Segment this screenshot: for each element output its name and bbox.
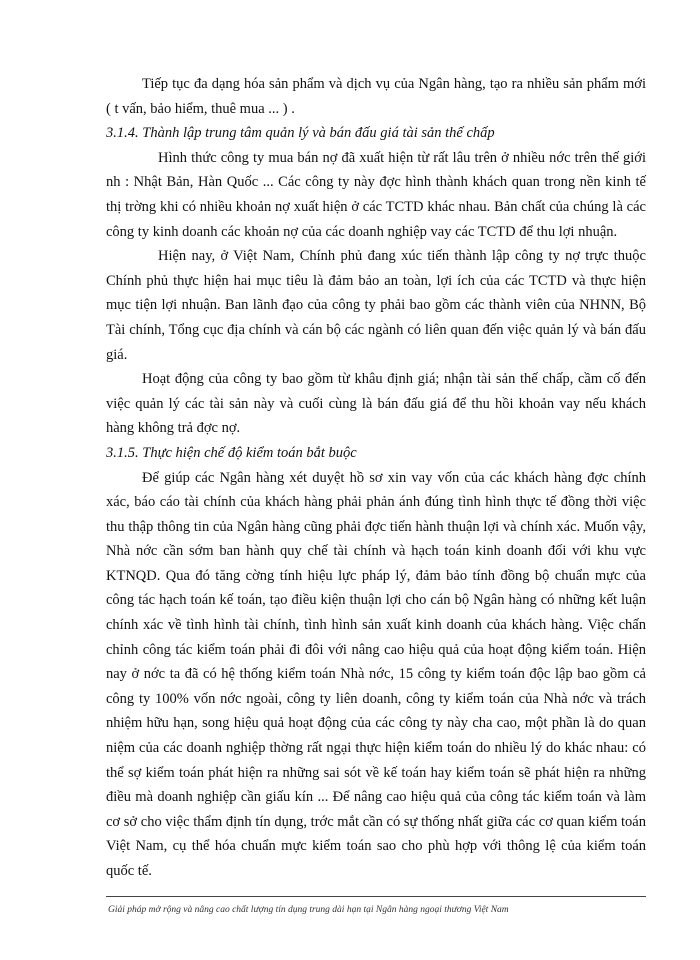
para-vietnam-debt-company: Hiện nay, ở Việt Nam, Chính phủ đang xúc tiến thành lập công ty nợ trực thuộc Chính phủ thực hiện hai mục tiêu là đảm bảo an toàn, lợi ích của các TCTD và thực hiện mục tiện lợi nhuận. Ban lãnh đạo của công ty phải bao gồm các thành viên của NHNN, Bộ Tài chính, Tổng cục địa chính và cán bộ các ngành có liên quan đến việc quản lý và bán đấu giá. xyxy=(106,248,646,363)
footer-divider xyxy=(106,896,646,897)
document-body xyxy=(106,72,646,884)
para-mandatory-audit: Để giúp các Ngân hàng xét duyệt hồ sơ xin vay vốn của các khách hàng đợc chính xác, báo cáo tài chính của khách hàng phải phản ánh đúng tình hình thực tế đồng thời việc thu thập thông tin của Ngân hàng cũng phải đợc tiến hành thuận lợi và chính xác. Muốn vậy, Nhà nớc cần sớm ban hành quy chế tài chính và hạch toán kinh doanh đối với khu vực KTNQD. Qua đó tăng cờng tính hiệu lực pháp lý, đảm bảo tính đồng bộ chuẩn mực của công tác hạch toán kế toán, tạo điều kiện thuận lợi cho cán bộ Ngân hàng có những kết luận chính xác về tình hình tài chính, tình hình sản xuất kinh doanh của khách hàng. Việc chấn chỉnh công tác kiểm toán phải đi đôi với nâng cao hiệu quả của hoạt động kiểm toán. Hiện nay ở nớc ta đã có hệ thống kiểm toán Nhà nớc, 15 công ty kiểm toán độc lập bao gồm cả công ty 100% vốn nớc ngoài, công ty liên doanh, công ty kiểm toán của Nhà nớc và trách nhiệm hữu hạn, song hiệu quả hoạt động của các công ty này cha cao, một phần là do quan niệm của các doanh nghiệp thờng rất ngại thực hiện kiểm toán do nhiều lý do khác nhau: có thể sợ kiểm toán phát hiện ra những sai sót về kế toán hay kiểm toán sẽ phát hiện ra những điều mà doanh nghiệp cần giấu kín ... Để nâng cao hiệu quả của công tác kiểm toán và làm cơ sở cho việc thẩm định tín dụng, trớc mắt cần có sự thống nhất giữa các cơ quan kiểm toán Việt Nam, cụ thể hóa chuẩn mực kiểm toán sao cho phù hợp với thông lệ của kiểm toán quốc tế. xyxy=(106,469,646,879)
para-product-diversification: Tiếp tục đa dạng hóa sản phẩm và dịch vụ của Ngân hàng, tạo ra nhiều sản phẩm mới ( t vấn, bảo hiểm, thuê mua ... ) . xyxy=(106,76,646,117)
heading-3-1-4: 3.1.4. Thành lập trung tâm quản lý và bán đấu giá tài sản thế chấp xyxy=(106,125,495,142)
heading-3-1-5: 3.1.5. Thực hiện chế độ kiểm toán bắt buộc xyxy=(106,444,357,461)
para-debt-trading-companies: Hình thức công ty mua bán nợ đã xuất hiện từ rất lâu trên ở nhiều nớc trên thế giới nh : Nhật Bản, Hàn Quốc ... Các công ty này đợc hình thành khách quan trong nền kinh tế thị trờng khi có nhiều khoản nợ xuất hiện ở các TCTD khác nhau. Bản chất của chúng là các công ty kinh doanh các khoản nợ của các doanh nghiệp vay các TCTD để thu lợi nhuận. xyxy=(106,149,646,240)
running-footer: Giải pháp mở rộng và nâng cao chất lượng tín dụng trung dài hạn tại Ngân hàng ngoại thương Việt Nam xyxy=(108,905,509,915)
para-company-operations: Hoạt động của công ty bao gồm từ khâu định giá; nhận tài sản thế chấp, cầm cố đến việc quản lý các tài sản này và cuối cùng là bán đấu giá để thu hồi khoản vay nếu khách hàng không trả đợc nợ. xyxy=(106,371,646,437)
